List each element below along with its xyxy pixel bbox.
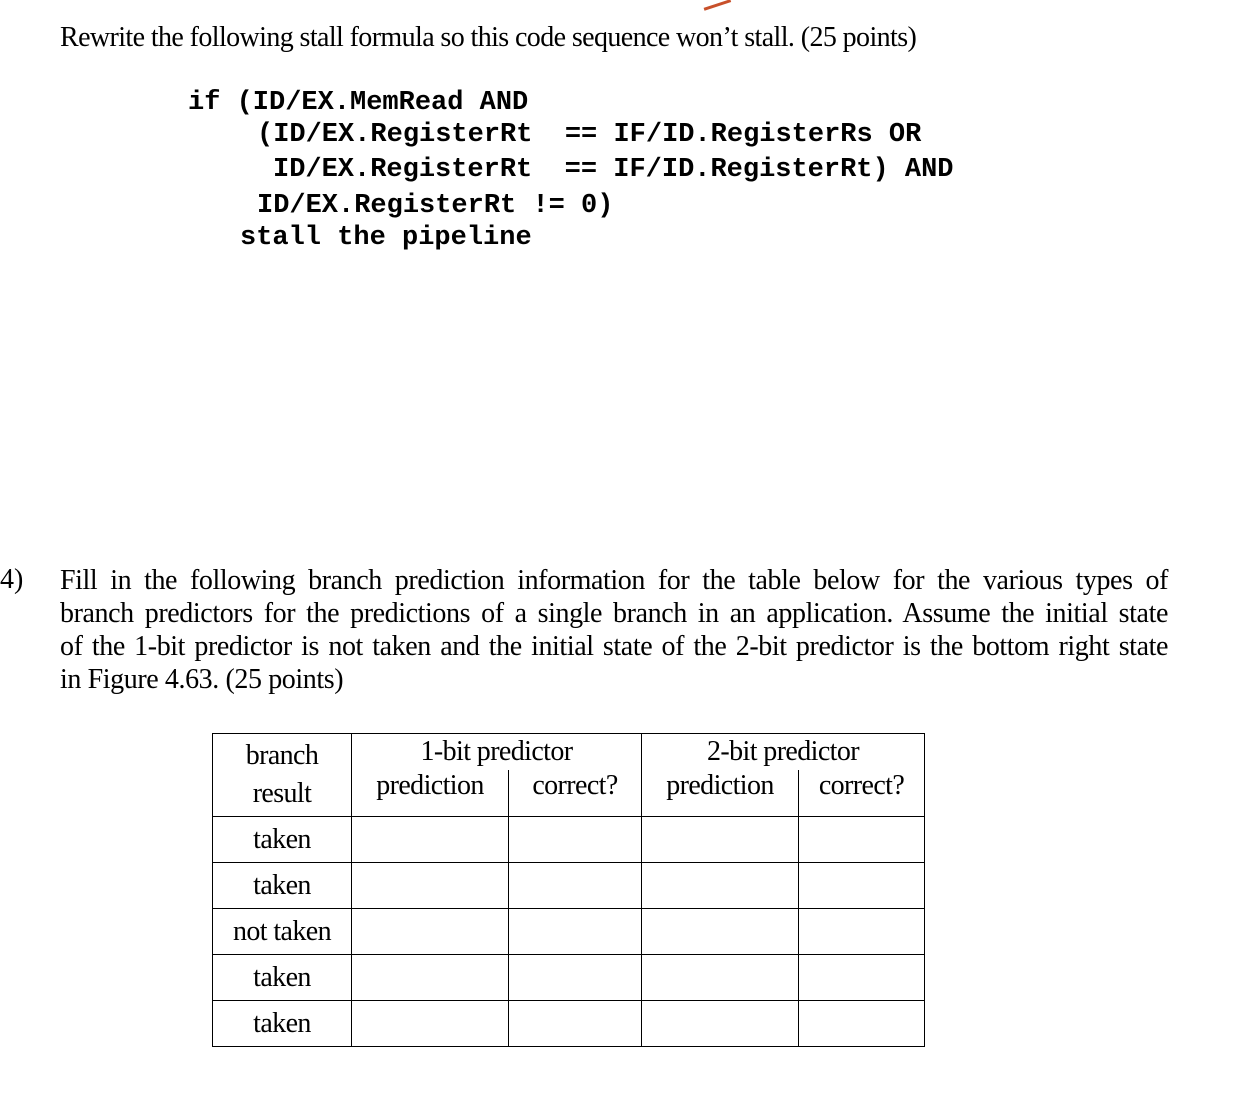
two-bit-prediction-cell[interactable] [642, 1001, 799, 1047]
code-line-2: (ID/EX.RegisterRt == IF/ID.RegisterRs OR [257, 120, 922, 150]
one-bit-correct-cell[interactable] [509, 863, 642, 909]
branch-header-line1: branch [245, 740, 319, 771]
two-bit-prediction-cell[interactable] [642, 955, 799, 1001]
code-line-4: ID/EX.RegisterRt != 0) [257, 191, 614, 221]
two-bit-correct-cell[interactable] [799, 817, 925, 863]
table-row [213, 955, 925, 1001]
code-line-1: if (ID/EX.MemRead AND [188, 88, 529, 118]
question4-line-3: of the 1-bit predictor is not taken and the initial state of the 2-bit predictor is the bottom right state [60, 631, 1168, 662]
two-bit-correct-cell[interactable] [799, 955, 925, 1001]
one-bit-correct-header: correct? [509, 770, 642, 817]
two-bit-prediction-cell[interactable] [642, 817, 799, 863]
question4-number: 4) [0, 564, 24, 595]
one-bit-predictor-header: 1-bit predictor [352, 734, 642, 770]
code-line-5: stall the pipeline [240, 223, 532, 253]
one-bit-prediction-cell[interactable] [352, 909, 509, 955]
branch-header-line2: result [252, 778, 312, 809]
two-bit-predictor-header: 2-bit predictor [642, 734, 925, 770]
branch-result-cell: not taken [213, 909, 352, 955]
one-bit-prediction-cell[interactable] [352, 955, 509, 1001]
table-row [213, 1001, 925, 1047]
one-bit-correct-cell[interactable] [509, 909, 642, 955]
two-bit-correct-cell[interactable] [799, 1001, 925, 1047]
table-row [213, 863, 925, 909]
table-row [213, 817, 925, 863]
branch-result-cell: taken [213, 1001, 352, 1047]
two-bit-prediction-cell[interactable] [642, 909, 799, 955]
one-bit-correct-cell[interactable] [509, 817, 642, 863]
table-row [213, 909, 925, 955]
branch-result-header [213, 734, 352, 817]
two-bit-correct-cell[interactable] [799, 863, 925, 909]
question4-line-1: Fill in the following branch prediction information for the table below for the various types of [60, 565, 1168, 596]
two-bit-correct-cell[interactable] [799, 909, 925, 955]
two-bit-correct-header: correct? [799, 770, 925, 817]
question4-line-4: in Figure 4.63. (25 points) [60, 664, 344, 695]
branch-result-cell: taken [213, 955, 352, 1001]
question3-instruction: Rewrite the following stall formula so this code sequence won’t stall. (25 points) [60, 22, 917, 53]
question4-line-2: branch predictors for the predictions of a single branch in an application. Assume the initial state [60, 598, 1168, 629]
branch-result-cell: taken [213, 817, 352, 863]
two-bit-prediction-header: prediction [642, 770, 799, 817]
question4-text [60, 564, 1168, 696]
two-bit-prediction-cell[interactable] [642, 863, 799, 909]
one-bit-prediction-header: prediction [352, 770, 509, 817]
one-bit-prediction-cell[interactable] [352, 817, 509, 863]
one-bit-correct-cell[interactable] [509, 1001, 642, 1047]
branch-result-cell: taken [213, 863, 352, 909]
branch-prediction-table [212, 733, 925, 1047]
one-bit-prediction-cell[interactable] [352, 1001, 509, 1047]
one-bit-prediction-cell[interactable] [352, 863, 509, 909]
code-line-3: ID/EX.RegisterRt == IF/ID.RegisterRt) AND [273, 155, 954, 185]
one-bit-correct-cell[interactable] [509, 955, 642, 1001]
red-pen-mark [697, 0, 731, 11]
